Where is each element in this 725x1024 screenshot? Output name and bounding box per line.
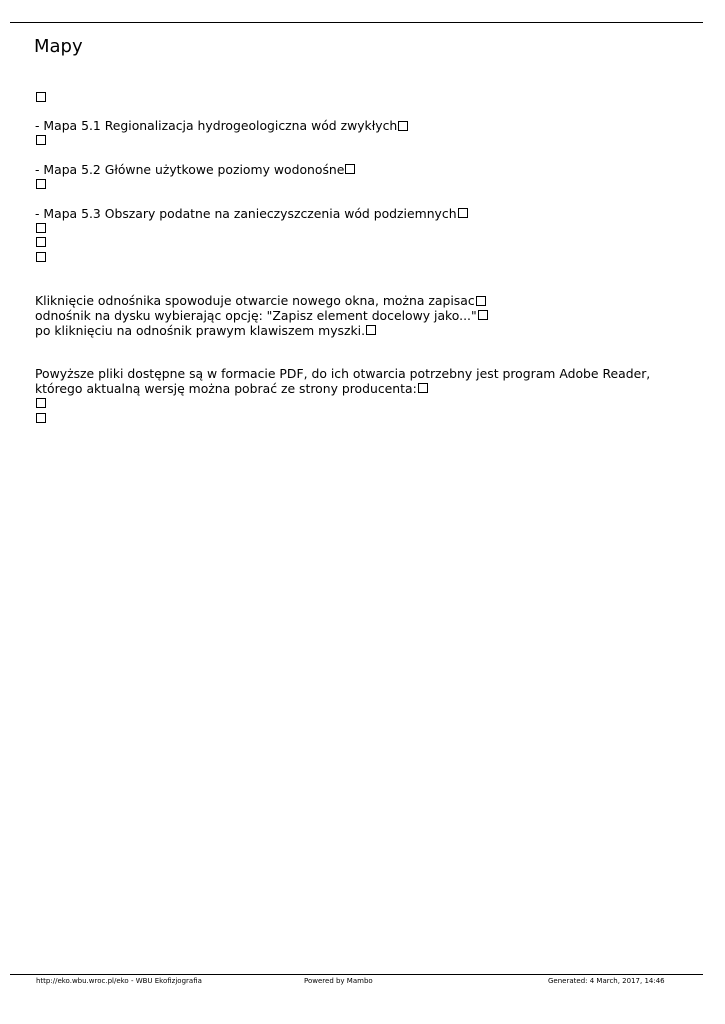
pdf-info-text: którego aktualną wersję można pobrać ze strony producenta: — [35, 380, 417, 396]
info-text: Kliknięcie odnośnika spowoduje otwarcie nowego okna, można zapisac — [35, 293, 475, 309]
pdf-text-line — [35, 367, 695, 382]
missing-glyph-icon — [418, 383, 428, 393]
missing-glyph-icon — [366, 325, 376, 335]
header-divider — [10, 22, 703, 23]
map-5-2-link[interactable]: - Mapa 5.2 Główne użytkowe poziomy wodonośne — [35, 161, 345, 177]
footer-divider — [10, 974, 703, 975]
placeholder-line — [35, 411, 695, 426]
missing-glyph-icon — [345, 164, 355, 174]
missing-glyph-icon — [458, 208, 468, 218]
footer-generated-date: Generated: 4 March, 2017, 14:46 — [548, 977, 665, 985]
missing-glyph-icon — [476, 296, 486, 306]
pdf-info-text: Powyższe pliki dostępne są w formacie PDF, do ich otwarcia potrzebny jest program Adobe Reader, — [35, 366, 651, 382]
missing-glyph-icon — [398, 121, 408, 131]
map-5-3-link[interactable]: - Mapa 5.3 Obszary podatne na zanieczyszczenia wód podziemnych — [35, 205, 457, 221]
footer-site-url: http://eko.wbu.wroc.pl/eko - WBU Ekofizjografia — [36, 977, 202, 985]
placeholder-line — [35, 90, 695, 105]
missing-glyph-icon — [36, 413, 46, 423]
missing-glyph-icon — [36, 398, 46, 408]
map-list-item — [35, 119, 695, 134]
info-text-line — [35, 309, 695, 324]
pdf-text-line — [35, 382, 695, 397]
map-5-1-link[interactable]: - Mapa 5.1 Regionalizacja hydrogeologiczna wód zwykłych — [35, 118, 398, 134]
missing-glyph-icon — [36, 179, 46, 189]
placeholder-line — [35, 251, 695, 266]
placeholder-line — [35, 396, 695, 411]
missing-glyph-icon — [36, 135, 46, 145]
missing-glyph-icon — [36, 252, 46, 262]
missing-glyph-icon — [36, 237, 46, 247]
placeholder-line — [35, 178, 695, 193]
placeholder-line — [35, 134, 695, 149]
missing-glyph-icon — [478, 310, 488, 320]
info-text-line — [35, 294, 695, 309]
info-text: odnośnik na dysku wybierając opcję: "Zapisz element docelowy jako..." — [35, 307, 477, 323]
info-text-line — [35, 324, 695, 339]
map-list-item — [35, 207, 695, 222]
page-title: Mapy — [34, 36, 83, 57]
missing-glyph-icon — [36, 92, 46, 102]
footer-powered-by: Powered by Mambo — [304, 977, 373, 985]
page-content — [35, 90, 695, 426]
map-list-item — [35, 163, 695, 178]
info-text: po kliknięciu na odnośnik prawym klawiszem myszki. — [35, 322, 366, 338]
missing-glyph-icon — [36, 223, 46, 233]
placeholder-line — [35, 221, 695, 236]
placeholder-line — [35, 236, 695, 251]
